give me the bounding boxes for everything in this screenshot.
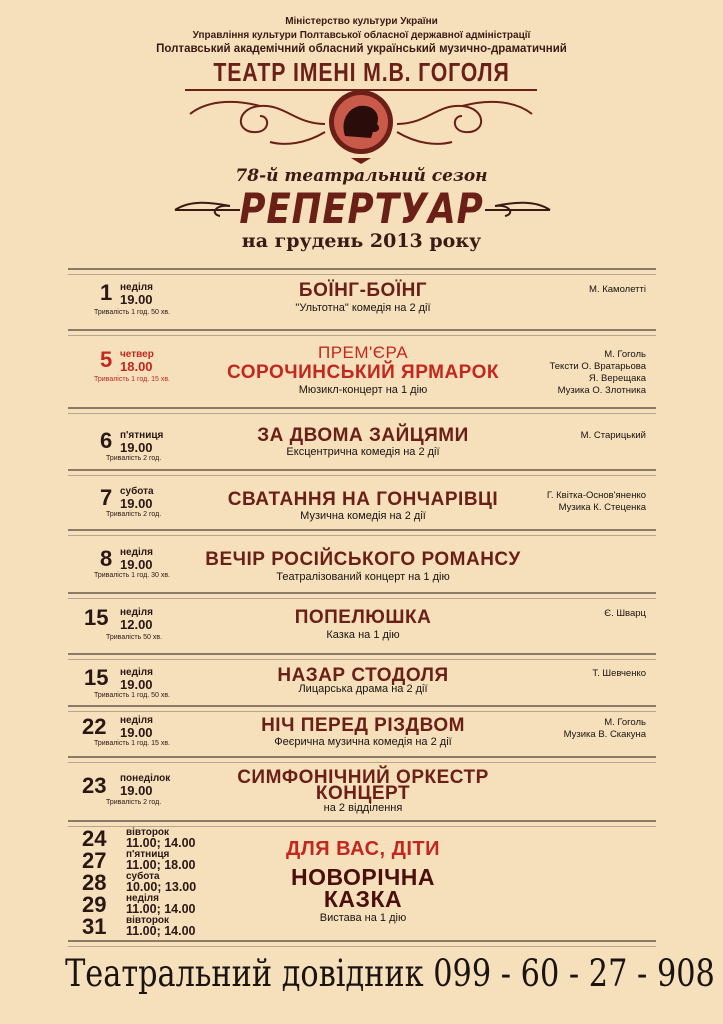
performance-day: 5 <box>100 347 113 372</box>
ministry-line: Міністерство культури України <box>285 16 438 27</box>
performance-day: 23 <box>82 773 107 798</box>
performance-weekday: неділя <box>120 282 153 293</box>
divider <box>68 329 656 336</box>
performance-duration: Тривалість 1 год. 50 хв. <box>94 309 171 316</box>
performance-subtitle: Театралізований концерт на 1 дію <box>276 571 450 583</box>
performance-author: Тексти О. Вратарьова <box>549 361 646 372</box>
repertoire-title: РЕПЕРТУАР <box>239 184 484 233</box>
kids-section <box>68 826 656 938</box>
performance-duration: Тривалість 1 год. 30 хв. <box>94 572 171 579</box>
performance-author: Музика В. Скакуна <box>563 729 646 740</box>
performance-title-line2: КОНЦЕРТ <box>315 783 411 804</box>
performance-subtitle: на 2 відділення <box>323 802 403 814</box>
performance-author: Музика О. Злотника <box>557 385 646 396</box>
performance-day: 8 <box>100 546 113 571</box>
performance-day: 15 <box>84 605 109 630</box>
kids-weekday: п'ятниця <box>126 849 170 860</box>
performance-title: НІЧ ПЕРЕД РІЗДВОМ <box>261 715 465 736</box>
performance-title: ВЕЧІР РОСІЙСЬКОГО РОМАНСУ <box>205 549 521 570</box>
performance-subtitle: Казка на 1 дію <box>326 629 400 641</box>
performance-time: 19.00 <box>120 725 153 740</box>
performance-subtitle: "Ультотна" комедія на 2 дії <box>295 302 431 314</box>
performance-title: НАЗАР СТОДОЛЯ <box>277 665 449 686</box>
kids-heading: ДЛЯ ВАС, ДІТИ <box>285 838 441 860</box>
performance-day: 15 <box>84 665 109 690</box>
kids-times: 10.00; 13.00 <box>126 880 197 894</box>
performance-title: СОРОЧИНСЬКИЙ ЯРМАРОК <box>227 362 499 383</box>
performance-time: 19.00 <box>120 292 153 307</box>
divider <box>68 469 656 476</box>
performance-weekday: п'ятниця <box>120 430 164 441</box>
season-label: 78-й театральний сезон <box>235 166 488 186</box>
performance-subtitle: Лицарська драма на 2 дії <box>298 683 428 695</box>
performance-title: ПОПЕЛЮШКА <box>294 607 432 628</box>
kids-weekday: вівторок <box>126 915 170 926</box>
performance-duration: Тривалість 2 год. <box>106 455 162 462</box>
kids-times: 11.00; 14.00 <box>126 902 196 916</box>
performance-author: Т. Шевченко <box>592 668 646 679</box>
kids-weekday: неділя <box>126 893 159 904</box>
kids-day: 27 <box>82 848 107 873</box>
divider <box>68 529 656 536</box>
premiere-label: ПРЕМ'ЄРА <box>317 343 409 362</box>
kids-day: 29 <box>82 892 107 917</box>
performance-subtitle: Музична комедія на 2 дії <box>300 510 426 522</box>
performance-title: СИМФОНІЧНИЙ ОРКЕСТР <box>237 767 489 788</box>
performance-weekday: четвер <box>120 349 154 360</box>
kids-day: 31 <box>82 914 107 939</box>
phone-info: Театральний довідник 099 - 60 - 27 - 908 <box>65 952 715 995</box>
performance-day: 22 <box>82 714 107 739</box>
performance-time: 19.00 <box>120 677 153 692</box>
performance-day: 7 <box>100 485 113 510</box>
performance-weekday: субота <box>120 486 154 497</box>
performance-author: Я. Верещака <box>588 373 646 384</box>
kids-title-line1: НОВОРІЧНА <box>290 864 436 890</box>
performance-time: 19.00 <box>120 440 153 455</box>
divider <box>68 756 656 763</box>
divider <box>68 705 656 712</box>
performance-title: БОЇНГ-БОЇНГ <box>298 280 428 301</box>
divider <box>68 268 656 275</box>
performance-title: СВАТАННЯ НА ГОНЧАРІВЦІ <box>227 489 499 510</box>
performance-time: 19.00 <box>120 557 153 572</box>
theatre-full-name: Полтавський академічний обласний український музично-драматичний <box>156 43 567 55</box>
kids-times: 11.00; 18.00 <box>126 858 196 872</box>
performance-weekday: неділя <box>120 715 153 726</box>
performance-weekday: неділя <box>120 547 153 558</box>
performance-duration: Тривалість 1 год. 15 хв. <box>94 740 171 747</box>
performance-day: 6 <box>100 428 113 453</box>
performance-title: ЗА ДВОМА ЗАЙЦЯМИ <box>257 425 469 446</box>
kids-weekday: вівторок <box>126 827 170 838</box>
performance-author: М. Гоголь <box>604 717 646 728</box>
theatre-name: ТЕАТР ІМЕНІ М.В. ГОГОЛЯ <box>213 57 510 87</box>
performance-author: М. Гоголь <box>604 349 646 360</box>
performance-duration: Тривалість 2 год. <box>106 799 162 806</box>
performance-author: Є. Шварц <box>604 608 646 619</box>
kids-times: 11.00; 14.00 <box>126 836 196 850</box>
divider <box>68 940 656 947</box>
kids-day: 24 <box>82 826 107 851</box>
performance-author: Музика К. Стеценка <box>558 502 646 513</box>
performance-time: 19.00 <box>120 496 153 511</box>
kids-weekday: субота <box>126 871 160 882</box>
divider <box>68 592 656 599</box>
performance-subtitle: Мюзикл-концерт на 1 дію <box>298 384 428 396</box>
performance-duration: Тривалість 50 хв. <box>106 634 163 641</box>
month-label: на грудень 2013 року <box>241 230 482 252</box>
performance-duration: Тривалість 1 год. 15 хв. <box>94 376 171 383</box>
performance-duration: Тривалість 1 год. 50 хв. <box>94 692 171 699</box>
kids-day: 28 <box>82 870 107 895</box>
divider <box>68 653 656 660</box>
performance-subtitle: Феєрична музична комедія на 2 дії <box>274 736 452 748</box>
divider <box>68 407 656 414</box>
performance-weekday: понеділок <box>120 773 171 784</box>
performance-author: М. Камолетті <box>589 284 646 295</box>
performance-weekday: неділя <box>120 607 153 618</box>
performance-subtitle: Ексцентрична комедія на 2 дії <box>286 446 440 458</box>
performance-duration: Тривалість 2 год. <box>106 511 162 518</box>
kids-title-line2: КАЗКА <box>323 886 403 912</box>
kids-subtitle: Вистава на 1 дію <box>319 912 407 924</box>
department-line: Управління культури Полтавської обласної державної адміністрації <box>192 30 531 41</box>
performance-author: М. Старицький <box>580 430 646 441</box>
performance-time: 12.00 <box>120 617 153 632</box>
performance-time: 18.00 <box>120 359 153 374</box>
kids-times: 11.00; 14.00 <box>126 924 196 938</box>
performance-day: 1 <box>100 280 113 305</box>
performance-author: Г. Квітка-Основ'яненко <box>546 490 646 501</box>
performance-weekday: неділя <box>120 667 153 678</box>
gogol-emblem-ornament <box>175 84 547 164</box>
performance-time: 19.00 <box>120 783 153 798</box>
